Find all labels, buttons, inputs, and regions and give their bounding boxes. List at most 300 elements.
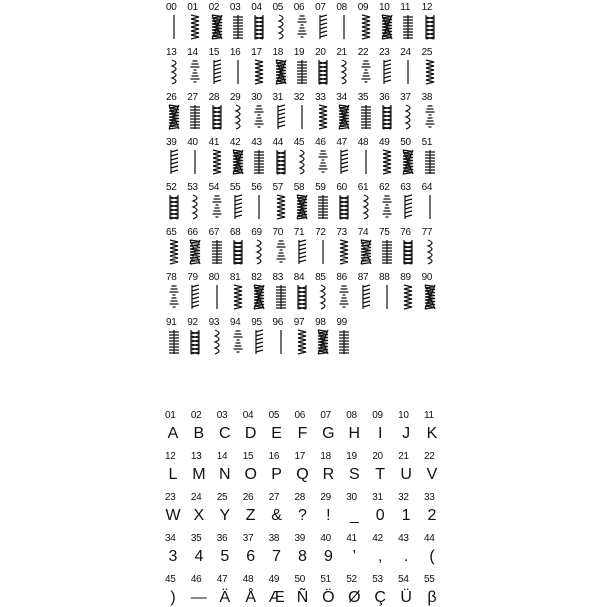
stitch-number: 98 bbox=[315, 317, 326, 328]
character-glyph: 4 bbox=[194, 548, 204, 565]
character-glyph: ’ bbox=[352, 548, 357, 565]
character-number: 30 bbox=[346, 492, 357, 503]
character-number: 13 bbox=[190, 451, 202, 462]
stitch-number: 44 bbox=[272, 137, 284, 148]
stitch-pattern-icon bbox=[251, 58, 267, 86]
stitch-number: 57 bbox=[272, 182, 284, 193]
character-number: 38 bbox=[268, 533, 280, 544]
stitch-pattern-icon bbox=[294, 13, 310, 41]
stitch-number: 66 bbox=[187, 227, 198, 238]
character-number: 05 bbox=[268, 410, 280, 421]
stitch-pattern-icon bbox=[400, 13, 416, 41]
stitch-number: 59 bbox=[315, 182, 326, 193]
character-number: 06 bbox=[294, 410, 306, 421]
character-glyph: Q bbox=[296, 466, 309, 483]
stitch-number: 88 bbox=[379, 272, 390, 283]
character-glyph: Y bbox=[219, 507, 231, 524]
stitch-number: 83 bbox=[272, 272, 284, 283]
stitch-number: 31 bbox=[272, 92, 284, 103]
stitch-number: 50 bbox=[400, 137, 411, 148]
character-number: 01 bbox=[165, 410, 176, 421]
stitch-number: 81 bbox=[229, 272, 241, 283]
character-glyph: 1 bbox=[401, 507, 411, 524]
stitch-pattern-icon bbox=[336, 193, 352, 221]
stitch-pattern-icon bbox=[315, 328, 331, 356]
stitch-pattern-icon bbox=[209, 58, 225, 86]
character-glyph: W bbox=[165, 507, 181, 524]
stitch-pattern-icon bbox=[336, 328, 352, 356]
stitch-number: 39 bbox=[166, 137, 177, 148]
stitch-number: 17 bbox=[251, 47, 262, 58]
stitch-number: 63 bbox=[400, 182, 411, 193]
stitch-pattern-icon bbox=[251, 13, 267, 41]
character-number: 22 bbox=[424, 451, 435, 462]
stitch-number: 54 bbox=[208, 182, 220, 193]
stitch-pattern-icon bbox=[166, 13, 182, 41]
character-glyph: C bbox=[219, 425, 231, 442]
character-number: 48 bbox=[242, 574, 254, 585]
character-glyph: Ç bbox=[374, 589, 386, 606]
character-glyph: _ bbox=[349, 507, 359, 524]
stitch-number: 20 bbox=[315, 47, 326, 58]
character-glyph: & bbox=[271, 507, 282, 524]
character-glyph: Å bbox=[245, 589, 257, 606]
stitch-number: 11 bbox=[400, 2, 411, 13]
stitch-number: 18 bbox=[272, 47, 284, 58]
stitch-number: 90 bbox=[421, 272, 433, 283]
stitch-pattern-icon bbox=[379, 283, 395, 311]
stitch-number: 67 bbox=[208, 227, 220, 238]
stitch-number: 32 bbox=[293, 92, 305, 103]
stitch-pattern-icon bbox=[209, 103, 225, 131]
stitch-number: 80 bbox=[208, 272, 220, 283]
stitch-number: 14 bbox=[187, 47, 198, 58]
stitch-pattern-icon bbox=[422, 58, 438, 86]
stitch-pattern-icon bbox=[422, 193, 438, 221]
character-glyph: 3 bbox=[168, 548, 178, 565]
character-number: 36 bbox=[216, 533, 228, 544]
stitch-number: 70 bbox=[272, 227, 284, 238]
character-glyph: 9 bbox=[323, 548, 333, 565]
character-glyph: E bbox=[271, 425, 282, 442]
stitch-number: 40 bbox=[187, 137, 198, 148]
stitch-pattern-icon bbox=[422, 103, 438, 131]
character-number: 39 bbox=[294, 533, 306, 544]
stitch-number: 99 bbox=[336, 317, 347, 328]
stitch-number: 05 bbox=[272, 2, 284, 13]
character-number: 21 bbox=[398, 451, 409, 462]
stitch-number: 13 bbox=[166, 47, 177, 58]
stitch-pattern-icon bbox=[336, 148, 352, 176]
character-number: 09 bbox=[372, 410, 383, 421]
stitch-number: 47 bbox=[336, 137, 347, 148]
character-glyph: A bbox=[167, 425, 179, 442]
character-number: 43 bbox=[398, 533, 409, 544]
character-number: 10 bbox=[398, 410, 409, 421]
stitch-pattern-icon bbox=[294, 58, 310, 86]
character-glyph: T bbox=[375, 466, 386, 483]
stitch-number: 89 bbox=[400, 272, 411, 283]
character-number: 11 bbox=[424, 410, 434, 421]
stitch-number: 38 bbox=[421, 92, 433, 103]
stitch-number: 19 bbox=[293, 47, 305, 58]
character-glyph: I bbox=[377, 425, 383, 442]
stitch-pattern-icon bbox=[400, 148, 416, 176]
character-glyph: ! bbox=[326, 507, 331, 524]
character-glyph: O bbox=[244, 466, 257, 483]
stitch-number: 45 bbox=[293, 137, 305, 148]
stitch-number: 28 bbox=[208, 92, 220, 103]
character-number: 18 bbox=[320, 451, 331, 462]
stitch-number: 35 bbox=[357, 92, 369, 103]
stitch-number: 00 bbox=[166, 2, 177, 13]
stitch-pattern-icon bbox=[209, 148, 225, 176]
stitch-pattern-icon bbox=[187, 13, 203, 41]
character-number: 03 bbox=[216, 410, 228, 421]
stitch-pattern-icon bbox=[209, 283, 225, 311]
stitch-number: 64 bbox=[421, 182, 433, 193]
stitch-pattern-icon bbox=[273, 103, 289, 131]
stitch-number: 53 bbox=[187, 182, 198, 193]
character-glyph: S bbox=[348, 466, 360, 483]
stitch-pattern-icon bbox=[315, 193, 331, 221]
stitch-pattern-icon bbox=[400, 193, 416, 221]
stitch-pattern-icon bbox=[336, 283, 352, 311]
character-glyph: Ü bbox=[400, 589, 412, 606]
stitch-pattern-icon bbox=[209, 193, 225, 221]
character-number: 37 bbox=[242, 533, 254, 544]
stitch-pattern-icon bbox=[187, 103, 203, 131]
stitch-number: 37 bbox=[400, 92, 411, 103]
stitch-number: 52 bbox=[166, 182, 177, 193]
character-glyph: H bbox=[348, 425, 361, 442]
stitch-number: 91 bbox=[166, 317, 177, 328]
character-number: 27 bbox=[268, 492, 280, 503]
stitch-number: 73 bbox=[336, 227, 347, 238]
stitch-number: 23 bbox=[379, 47, 390, 58]
character-glyph: V bbox=[426, 466, 438, 483]
character-glyph: B bbox=[193, 425, 205, 442]
stitch-pattern-icon bbox=[166, 103, 182, 131]
stitch-pattern-icon bbox=[230, 238, 246, 266]
character-glyph: 2 bbox=[427, 507, 437, 524]
stitch-number: 22 bbox=[357, 47, 369, 58]
stitch-pattern-icon bbox=[166, 328, 182, 356]
stitch-pattern-icon bbox=[422, 283, 438, 311]
character-glyph: 5 bbox=[220, 548, 230, 565]
stitch-number: 74 bbox=[357, 227, 369, 238]
stitch-number: 41 bbox=[208, 137, 220, 148]
stitch-pattern-icon bbox=[273, 58, 289, 86]
stitch-pattern-icon bbox=[358, 148, 374, 176]
stitch-number: 60 bbox=[336, 182, 347, 193]
character-number: 55 bbox=[424, 574, 435, 585]
character-glyph: U bbox=[400, 466, 412, 483]
stitch-number: 27 bbox=[187, 92, 198, 103]
stitch-pattern-icon bbox=[400, 58, 416, 86]
stitch-number: 94 bbox=[229, 317, 241, 328]
character-number: 20 bbox=[372, 451, 383, 462]
stitch-number: 61 bbox=[357, 182, 369, 193]
character-number: 35 bbox=[190, 533, 202, 544]
stitch-pattern-icon bbox=[273, 13, 289, 41]
stitch-number: 92 bbox=[187, 317, 198, 328]
character-number: 40 bbox=[320, 533, 331, 544]
stitch-pattern-icon bbox=[358, 238, 374, 266]
stitch-number: 72 bbox=[315, 227, 326, 238]
character-glyph: Ä bbox=[219, 589, 231, 606]
character-glyph: Ø bbox=[348, 589, 361, 606]
stitch-number: 87 bbox=[357, 272, 369, 283]
stitch-number: 86 bbox=[336, 272, 347, 283]
character-glyph: β bbox=[427, 589, 437, 606]
stitch-number: 43 bbox=[251, 137, 262, 148]
character-number: 16 bbox=[268, 451, 280, 462]
stitch-pattern-icon bbox=[379, 58, 395, 86]
stitch-pattern-icon bbox=[294, 148, 310, 176]
stitch-number: 36 bbox=[379, 92, 390, 103]
stitch-number: 97 bbox=[293, 317, 305, 328]
stitch-number: 93 bbox=[208, 317, 220, 328]
stitch-pattern-icon bbox=[315, 148, 331, 176]
stitch-number: 08 bbox=[336, 2, 347, 13]
character-number: 28 bbox=[294, 492, 306, 503]
stitch-pattern-icon bbox=[166, 58, 182, 86]
stitch-pattern-icon bbox=[379, 13, 395, 41]
stitch-pattern-icon bbox=[315, 103, 331, 131]
character-number: 24 bbox=[190, 492, 202, 503]
character-glyph: Æ bbox=[268, 589, 285, 606]
character-glyph: N bbox=[219, 466, 231, 483]
stitch-pattern-icon bbox=[294, 238, 310, 266]
stitch-pattern-icon bbox=[251, 238, 267, 266]
stitch-pattern-icon bbox=[336, 238, 352, 266]
stitch-number: 15 bbox=[208, 47, 220, 58]
character-number: 15 bbox=[242, 451, 254, 462]
stitch-pattern-icon bbox=[336, 13, 352, 41]
stitch-number: 62 bbox=[379, 182, 390, 193]
stitch-pattern-icon bbox=[230, 283, 246, 311]
character-number: 04 bbox=[242, 410, 254, 421]
character-number: 26 bbox=[242, 492, 254, 503]
stitch-number: 65 bbox=[166, 227, 177, 238]
character-glyph: . bbox=[403, 548, 409, 565]
character-number: 17 bbox=[294, 451, 306, 462]
character-number: 54 bbox=[398, 574, 409, 585]
character-glyph: ? bbox=[298, 507, 307, 524]
character-glyph: P bbox=[271, 466, 282, 483]
stitch-number: 02 bbox=[208, 2, 220, 13]
character-glyph: R bbox=[322, 466, 335, 483]
character-number: 25 bbox=[216, 492, 228, 503]
stitch-number: 48 bbox=[357, 137, 369, 148]
stitch-number: 69 bbox=[251, 227, 262, 238]
character-number: 50 bbox=[294, 574, 306, 585]
stitch-number: 55 bbox=[229, 182, 241, 193]
stitch-number: 85 bbox=[315, 272, 326, 283]
stitch-number: 25 bbox=[421, 47, 433, 58]
stitch-pattern-icon bbox=[251, 148, 267, 176]
stitch-pattern-icon bbox=[209, 238, 225, 266]
stitch-pattern-icon bbox=[400, 283, 416, 311]
stitch-pattern-icon bbox=[273, 283, 289, 311]
character-glyph: — bbox=[190, 589, 207, 606]
stitch-number: 12 bbox=[421, 2, 433, 13]
stitch-pattern-icon bbox=[209, 328, 225, 356]
stitch-number: 75 bbox=[379, 227, 390, 238]
stitch-pattern-icon bbox=[422, 13, 438, 41]
character-glyph: 7 bbox=[272, 548, 282, 565]
stitch-pattern-icon bbox=[230, 148, 246, 176]
character-glyph: M bbox=[192, 466, 206, 483]
stitch-number: 49 bbox=[379, 137, 390, 148]
stitch-number: 06 bbox=[293, 2, 305, 13]
stitch-number: 68 bbox=[229, 227, 241, 238]
character-number: 34 bbox=[165, 533, 176, 544]
stitch-number: 95 bbox=[251, 317, 262, 328]
character-glyph: K bbox=[426, 425, 438, 442]
stitch-pattern-icon bbox=[251, 283, 267, 311]
stitch-pattern-icon bbox=[230, 103, 246, 131]
character-number: 08 bbox=[346, 410, 357, 421]
stitch-number: 77 bbox=[421, 227, 433, 238]
character-glyph: L bbox=[168, 466, 178, 483]
character-glyph: G bbox=[322, 425, 335, 442]
stitch-pattern-icon bbox=[187, 193, 203, 221]
stitch-pattern-icon bbox=[251, 103, 267, 131]
stitch-pattern-icon bbox=[273, 148, 289, 176]
character-number: 32 bbox=[398, 492, 409, 503]
character-glyph: ) bbox=[170, 589, 176, 606]
stitch-number: 24 bbox=[400, 47, 411, 58]
stitch-pattern-icon bbox=[358, 283, 374, 311]
stitch-number: 46 bbox=[315, 137, 326, 148]
stitch-pattern-icon bbox=[251, 193, 267, 221]
stitch-pattern-icon bbox=[187, 148, 203, 176]
stitch-pattern-icon bbox=[251, 328, 267, 356]
character-glyph: D bbox=[244, 425, 257, 442]
stitch-pattern-icon bbox=[273, 193, 289, 221]
character-glyph: Ñ bbox=[296, 589, 309, 606]
stitch-pattern-icon bbox=[166, 283, 182, 311]
stitch-number: 09 bbox=[357, 2, 369, 13]
stitch-number: 10 bbox=[379, 2, 390, 13]
stitch-pattern-icon bbox=[187, 328, 203, 356]
stitch-number: 82 bbox=[251, 272, 262, 283]
stitch-pattern-icon bbox=[315, 58, 331, 86]
stitch-pattern-icon bbox=[187, 283, 203, 311]
stitch-number: 21 bbox=[336, 47, 347, 58]
stitch-number: 96 bbox=[272, 317, 284, 328]
character-number: 07 bbox=[320, 410, 331, 421]
stitch-pattern-icon bbox=[379, 148, 395, 176]
character-number: 02 bbox=[190, 410, 202, 421]
character-number: 46 bbox=[190, 574, 202, 585]
character-glyph: F bbox=[297, 425, 308, 442]
character-number: 23 bbox=[165, 492, 176, 503]
stitch-pattern-icon bbox=[187, 58, 203, 86]
stitch-pattern-icon bbox=[358, 58, 374, 86]
stitch-number: 16 bbox=[229, 47, 241, 58]
stitch-pattern-icon bbox=[209, 13, 225, 41]
stitch-pattern-icon bbox=[315, 13, 331, 41]
stitch-number: 33 bbox=[315, 92, 326, 103]
stitch-pattern-icon bbox=[166, 193, 182, 221]
character-glyph: 8 bbox=[298, 548, 307, 565]
stitch-pattern-icon bbox=[294, 328, 310, 356]
stitch-number: 71 bbox=[293, 227, 305, 238]
stitch-pattern-icon bbox=[336, 103, 352, 131]
stitch-pattern-icon bbox=[358, 193, 374, 221]
stitch-number: 58 bbox=[293, 182, 305, 193]
character-number: 53 bbox=[372, 574, 383, 585]
stitch-number: 56 bbox=[251, 182, 262, 193]
stitch-pattern-icon bbox=[230, 13, 246, 41]
character-number: 41 bbox=[346, 533, 357, 544]
character-number: 51 bbox=[320, 574, 331, 585]
stitch-pattern-icon bbox=[273, 328, 289, 356]
stitch-number: 03 bbox=[229, 2, 241, 13]
character-glyph: , bbox=[377, 548, 383, 565]
character-number: 45 bbox=[165, 574, 176, 585]
stitch-pattern-icon bbox=[230, 58, 246, 86]
character-number: 12 bbox=[165, 451, 176, 462]
stitch-number: 84 bbox=[293, 272, 305, 283]
character-glyph: Z bbox=[245, 507, 256, 524]
stitch-number: 26 bbox=[166, 92, 177, 103]
character-glyph: 6 bbox=[246, 548, 256, 565]
stitch-pattern-icon bbox=[294, 193, 310, 221]
stitch-pattern-icon bbox=[315, 283, 331, 311]
stitch-pattern-icon bbox=[400, 238, 416, 266]
stitch-number: 78 bbox=[166, 272, 177, 283]
stitch-pattern-icon bbox=[166, 238, 182, 266]
stitch-pattern-icon bbox=[379, 238, 395, 266]
character-glyph: X bbox=[193, 507, 205, 524]
stitch-number: 42 bbox=[229, 137, 241, 148]
character-number: 33 bbox=[424, 492, 435, 503]
stitch-pattern-icon bbox=[358, 103, 374, 131]
character-number: 44 bbox=[424, 533, 435, 544]
stitch-pattern-icon bbox=[230, 328, 246, 356]
stitch-number: 51 bbox=[421, 137, 433, 148]
stitch-pattern-icon bbox=[379, 103, 395, 131]
stitch-pattern-icon bbox=[166, 148, 182, 176]
character-glyph: ( bbox=[429, 548, 435, 565]
stitch-pattern-icon bbox=[422, 238, 438, 266]
stitch-pattern-icon bbox=[422, 148, 438, 176]
character-number: 19 bbox=[346, 451, 357, 462]
stitch-pattern-icon bbox=[336, 58, 352, 86]
stitch-pattern-icon bbox=[315, 238, 331, 266]
character-number: 31 bbox=[372, 492, 383, 503]
stitch-number: 79 bbox=[187, 272, 198, 283]
stitch-pattern-icon bbox=[358, 13, 374, 41]
stitch-number: 76 bbox=[400, 227, 411, 238]
stitch-number: 01 bbox=[187, 2, 198, 13]
stitch-pattern-icon bbox=[379, 193, 395, 221]
stitch-pattern-icon bbox=[187, 238, 203, 266]
character-number: 42 bbox=[372, 533, 383, 544]
stitch-pattern-icon bbox=[230, 193, 246, 221]
character-glyph: J bbox=[402, 425, 411, 442]
stitch-number: 04 bbox=[251, 2, 262, 13]
character-number: 49 bbox=[268, 574, 280, 585]
character-number: 47 bbox=[216, 574, 228, 585]
character-number: 29 bbox=[320, 492, 331, 503]
stitch-number: 07 bbox=[315, 2, 326, 13]
stitch-pattern-icon bbox=[273, 238, 289, 266]
